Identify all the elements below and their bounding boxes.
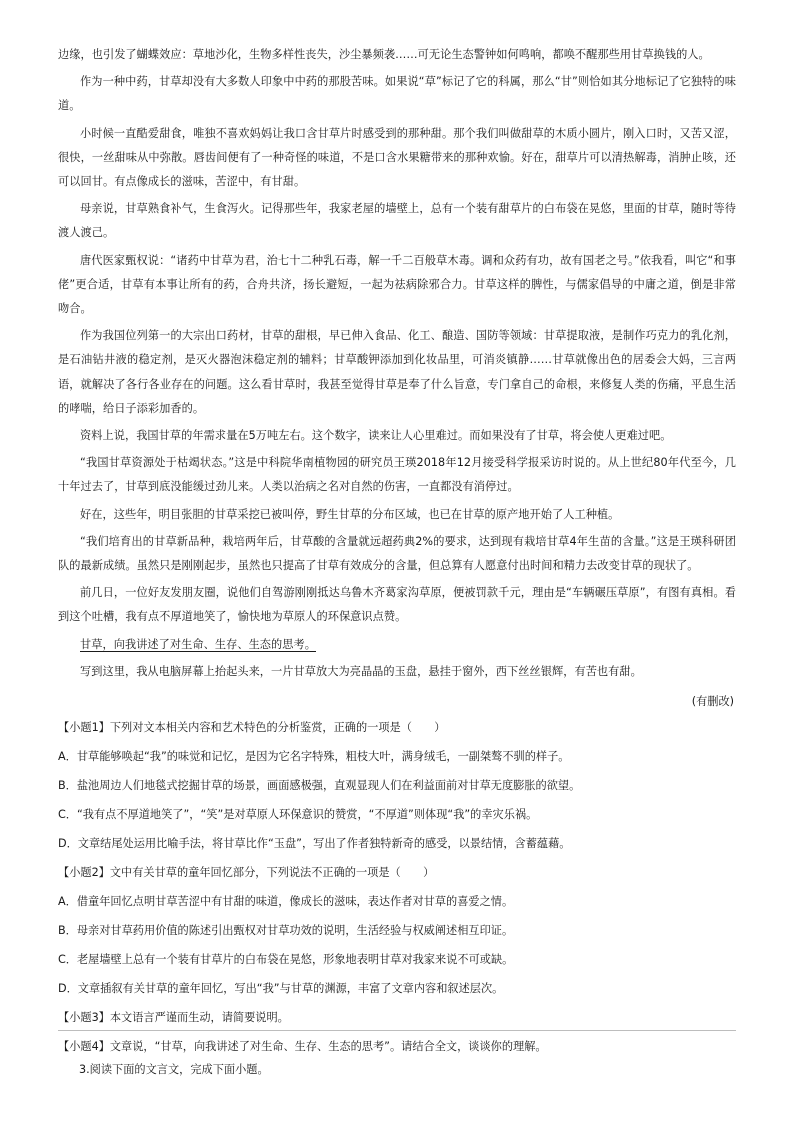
question-stem: 【小题4】文章说，“甘草，向我讲述了对生命、生存、生态的思考”。请结合全文，谈谈你的理解。: [58, 1040, 547, 1054]
question-stem: 【小题1】下列对文本相关内容和艺术特色的分析鉴赏，正确的一项是（ ）: [58, 721, 446, 735]
option-d: D．文章结尾处运用比喻手法，将甘草比作“玉盘”，写出了作者独特新奇的感受，以景结情，含蓄蕴藉。: [58, 837, 571, 851]
option-d: D．文章插叙有关甘草的童年回忆，写出“我”与甘草的渊源，丰富了文章内容和叙述层次。: [58, 982, 504, 996]
passage-paragraph: 小时候一直酷爱甜食，唯独不喜欢妈妈让我口含甘草片时感受到的那种甜。那个我们叫做甜草的木质小圆片，刚入口时，又苦又涩，很快，一丝甜味从中弥散。唇齿间便有了一种奇怪的味道，不是口含水果糖带来的那种欢愉。好在，甜草片可以清热解毒，消肿止咳，还可以回甘。有点像成长的滋味，苦涩中，有甘甜。: [58, 126, 736, 189]
section-divider: [58, 1030, 736, 1031]
question-list: [58, 718, 736, 1057]
passage-paragraph: 资料上说，我国甘草的年需求量在5万吨左右。这个数字，读来让人心里难过。而如果没有了甘草，将会使人更难过吧。: [80, 429, 672, 443]
passage-paragraph: 母亲说，甘草熟食补气，生食泻火。记得那些年，我家老屋的墙壁上，总有一个装有甜草片的白布袋在晃悠，里面的甘草，随时等待渡人渡己。: [58, 202, 736, 240]
question-stem: 【小题2】文中有关甘草的童年回忆部分，下列说法不正确的一项是（ ）: [58, 866, 435, 880]
question-2: [58, 863, 736, 999]
passage-paragraph: 好在，这些年，明目张胆的甘草采挖已被叫停，野生甘草的分布区域，也已在甘草的原产地开始了人工种植。: [80, 507, 620, 521]
passage-paragraph: 唐代医家甄权说：“诸药中甘草为君，治七十二种乳石毒，解一千二百般草木毒。调和众药有功，故有国老之号。”依我看，叫它“和事佬”更合适，甘草有本事让所有的药，合舟共济，扬长避短，一起为祛病除邪合力。甘草这样的脾性，与儒家倡导的中庸之道，倒是非常吻合。: [58, 253, 736, 316]
option-c: C．老屋墙壁上总有一个装有甘草片的白布袋在晃悠，形象地表明甘草对我家来说不可或缺。: [58, 953, 514, 967]
passage-paragraph: 作为我国位列第一的大宗出口药材，甘草的甜根，早已伸入食品、化工、酿造、国防等领域：甘草提取液，是制作巧克力的乳化剂，是石油钻井液的稳定剂，是灭火器泡沫稳定剂的辅料；甘草酸钾添加到化妆品里，可消炎镇静……甘草就像出色的居委会大妈，三言两语，就解决了各行各业存在的问题。这么看甘草时，我甚至觉得甘草是奉了什么旨意，专门拿自己的命根，来修复人类的伤痛，平息生活的哮喘，给日子添彩加香的。: [58, 329, 736, 415]
question-1: [58, 718, 736, 854]
passage-paragraph: 作为一种中药，甘草却没有大多数人印象中中药的那股苦味。如果说“草”标记了它的科属，那么“甘”则恰如其分地标记了它独特的味道。: [58, 75, 736, 113]
underlined-text: 甘草，向我讲述了对生命、生存、生态的思考。: [80, 637, 316, 651]
passage-paragraph: “我国甘草资源处于枯竭状态。”这是中科院华南植物园的研究员王瑛2018年12月接受科学报采访时说的。从上世纪80年代至今，几十年过去了，甘草到底没能缓过劲儿来。人类以治病之名对自然的伤害，一直都没有消停过。: [58, 456, 736, 494]
source-note: (有删改): [691, 695, 734, 709]
underlined-sentence: [58, 633, 736, 657]
question-4: [58, 1037, 736, 1057]
option-b: B．母亲对甘草药用价值的陈述引出甄权对甘草功效的说明，生活经验与权威阐述相互印证。: [58, 924, 514, 938]
question-stem: 【小题3】本文语言严谨而生动，请简要说明。: [58, 1011, 289, 1025]
passage-paragraph: 前几日，一位好友发朋友圈，说他们自驾游刚刚抵达乌鲁木齐葛家沟草原，便被罚款千元，理由是“车辆碾压草原”，有图有真相。看到这个吐槽，我有点不厚道地笑了，愉快地为草原人的环保意识点赞。: [58, 586, 736, 624]
option-a: A．借童年回忆点明甘草苦涩中有甘甜的味道，像成长的滋味，表达作者对甘草的喜爱之情。: [58, 895, 514, 909]
question-3: [58, 1008, 736, 1028]
passage-paragraph: “我们培育出的甘草新品种，栽培两年后，甘草酸的含量就远超药典2%的要求，达到现有栽培甘草4年生苗的含量。”这是王瑛科研团队的最新成绩。虽然只是刚刚起步，虽然也只提高了甘草有效成分的含量，但总算有人愿意付出时间和精力去改变甘草的现状了。: [58, 534, 736, 573]
passage-paragraph: 边缘，也引发了蝴蝶效应：草地沙化，生物多样性丧失，沙尘暴频袭……可无论生态警钟如何鸣响，都唤不醒那些用甘草换钱的人。: [58, 48, 710, 61]
option-c: C．“我有点不厚道地笑了”，“笑”是对草原人环保意识的赞赏，“不厚道”则体现“我”的幸灾乐祸。: [58, 808, 538, 822]
next-section-heading: 3.阅读下面的文言文，完成下面小题。: [79, 1063, 269, 1076]
option-a: A．甘草能够唤起“我”的味觉和记忆，是因为它名字特殊，粗枝大叶，满身绒毛，一副桀骜不驯的样子。: [58, 750, 570, 764]
passage-paragraph: 写到这里，我从电脑屏幕上抬起头来，一片甘草放大为亮晶晶的玉盘，悬挂于窗外，西下丝丝银辉，有苦也有甜。: [80, 664, 642, 678]
reading-passage: [58, 43, 736, 712]
option-b: B．盐池周边人们地毯式挖掘甘草的场景，画面感极强，直观显现人们在利益面前对甘草无度膨胀的欲望。: [58, 779, 581, 793]
